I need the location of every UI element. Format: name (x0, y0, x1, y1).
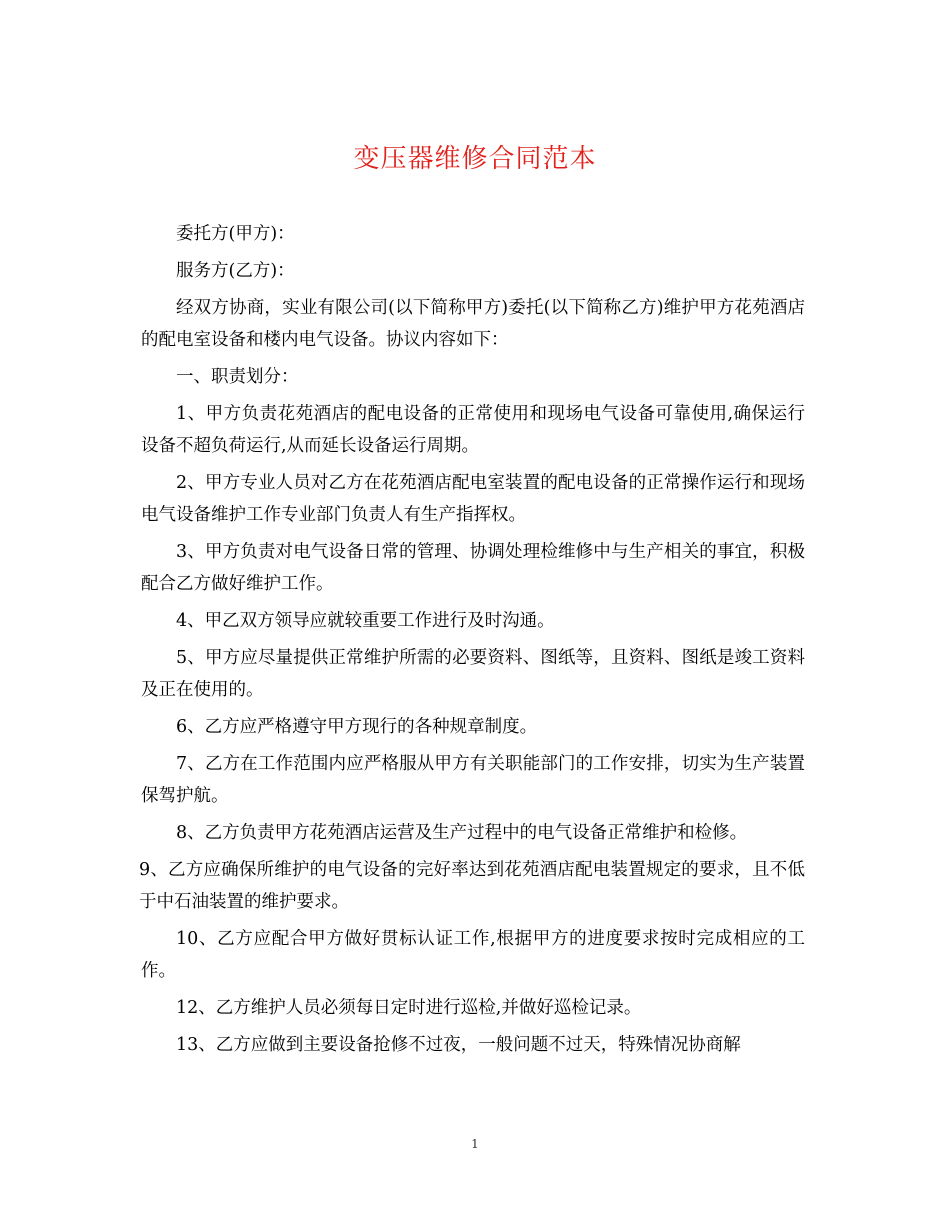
clause-4: 4、甲乙双方领导应就较重要工作进行及时沟通。 (176, 611, 555, 631)
clause-1: 1、甲方负责花苑酒店的配电设备的正常使用和现场电气设备可靠使用,确保运行设备不超负荷运行,从而延长设备运行周期。 (141, 404, 805, 456)
party-b-line: 服务方(乙方)： (176, 261, 295, 281)
clause-5: 5、甲方应尽量提供正常维护所需的必要资料、图纸等，且资料、图纸是竣工资料及正在使用的。 (141, 648, 805, 700)
clause-9: 9、乙方应确保所维护的电气设备的完好率达到花苑酒店配电装置规定的要求，且不低于中石油装置的维护要求。 (139, 860, 805, 912)
clause-12: 12、乙方维护人员必须每日定时进行巡检,并做好巡检记录。 (176, 998, 642, 1018)
clause-13: 13、乙方应做到主要设备抢修不过夜，一般问题不过天，特殊情况协商解 (176, 1035, 741, 1055)
clause-8: 8、乙方负责甲方花苑酒店运营及生产过程中的电气设备正常维护和检修。 (176, 823, 748, 843)
agreement-intro: 经双方协商，实业有限公司(以下简称甲方)委托(以下简称乙方)维护甲方花苑酒店的配电室设备和楼内电气设备。协议内容如下： (141, 298, 805, 350)
section-heading: 一、职责划分： (176, 367, 299, 387)
clause-7: 7、乙方在工作范围内应严格服从甲方有关职能部门的工作安排，切实为生产装置保驾护航。 (141, 754, 805, 806)
clause-2: 2、甲方专业人员对乙方在花苑酒店配电室装置的配电设备的正常操作运行和现场电气设备维护工作专业部门负责人有生产指挥权。 (141, 473, 805, 525)
document-body (141, 218, 805, 1066)
document-title: 变压器维修合同范本 (353, 144, 597, 174)
clause-3: 3、甲方负责对电气设备日常的管理、协调处理检维修中与生产相关的事宜，积极配合乙方做好维护工作。 (141, 542, 805, 594)
party-a-line: 委托方(甲方)： (176, 224, 295, 244)
clause-6: 6、乙方应严格遵守甲方现行的各种规章制度。 (176, 717, 538, 737)
page-number: 1 (471, 1137, 479, 1151)
clause-10: 10、乙方应配合甲方做好贯标认证工作,根据甲方的进度要求按时完成相应的工作。 (141, 929, 805, 981)
